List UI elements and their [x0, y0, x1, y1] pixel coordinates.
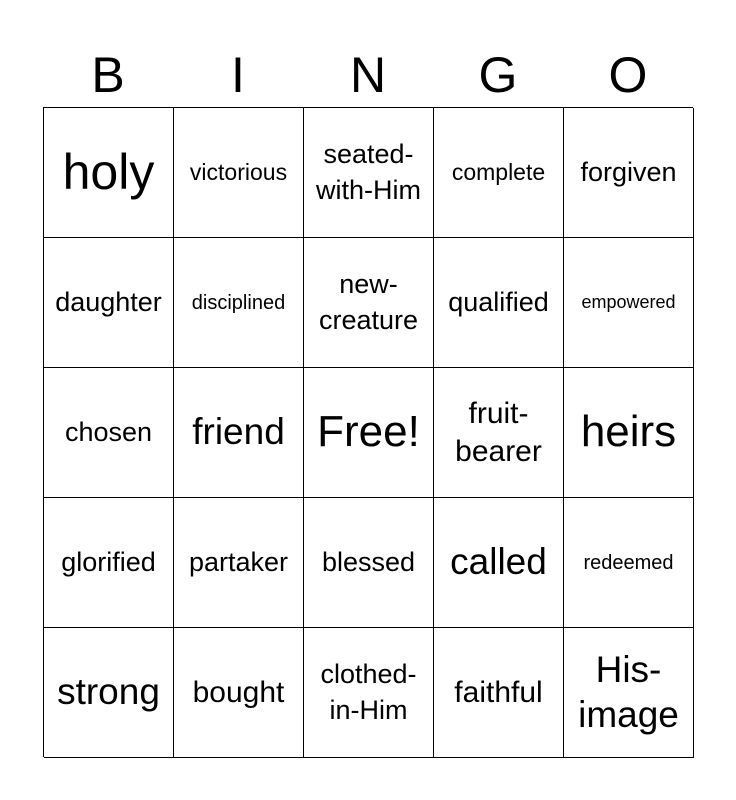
bingo-cell[interactable]: fruit-bearer [434, 368, 564, 498]
bingo-cell[interactable]: partaker [174, 498, 304, 628]
header-letter-i: I [231, 47, 245, 103]
bingo-cell[interactable]: faithful [434, 628, 564, 758]
bingo-cell[interactable]: bought [174, 628, 304, 758]
bingo-cell[interactable]: forgiven [564, 108, 694, 238]
bingo-cell[interactable]: disciplined [174, 238, 304, 368]
bingo-cell[interactable]: called [434, 498, 564, 628]
bingo-cell[interactable]: glorified [44, 498, 174, 628]
header-letter-n: N [349, 47, 387, 103]
bingo-cell[interactable]: seated-with-Him [304, 108, 434, 238]
bingo-cell[interactable]: His-image [564, 628, 694, 758]
bingo-cell[interactable]: strong [44, 628, 174, 758]
bingo-cell[interactable]: new-creature [304, 238, 434, 368]
bingo-cell[interactable]: complete [434, 108, 564, 238]
bingo-cell[interactable]: victorious [174, 108, 304, 238]
bingo-cell[interactable]: Free! [304, 368, 434, 498]
bingo-cell[interactable]: chosen [44, 368, 174, 498]
header-letter-b: B [91, 47, 125, 103]
bingo-cell[interactable]: friend [174, 368, 304, 498]
bingo-header [43, 44, 693, 106]
bingo-cell[interactable]: blessed [304, 498, 434, 628]
bingo-cell[interactable]: empowered [564, 238, 694, 368]
bingo-cell[interactable]: heirs [564, 368, 694, 498]
header-letter-g: G [478, 47, 518, 103]
bingo-cell[interactable]: clothed-in-Him [304, 628, 434, 758]
header-letter-o: O [608, 47, 648, 103]
bingo-cell[interactable]: redeemed [564, 498, 694, 628]
bingo-cell[interactable]: qualified [434, 238, 564, 368]
bingo-cell[interactable]: daughter [44, 238, 174, 368]
bingo-cell[interactable]: holy [44, 108, 174, 238]
bingo-board [43, 107, 693, 757]
